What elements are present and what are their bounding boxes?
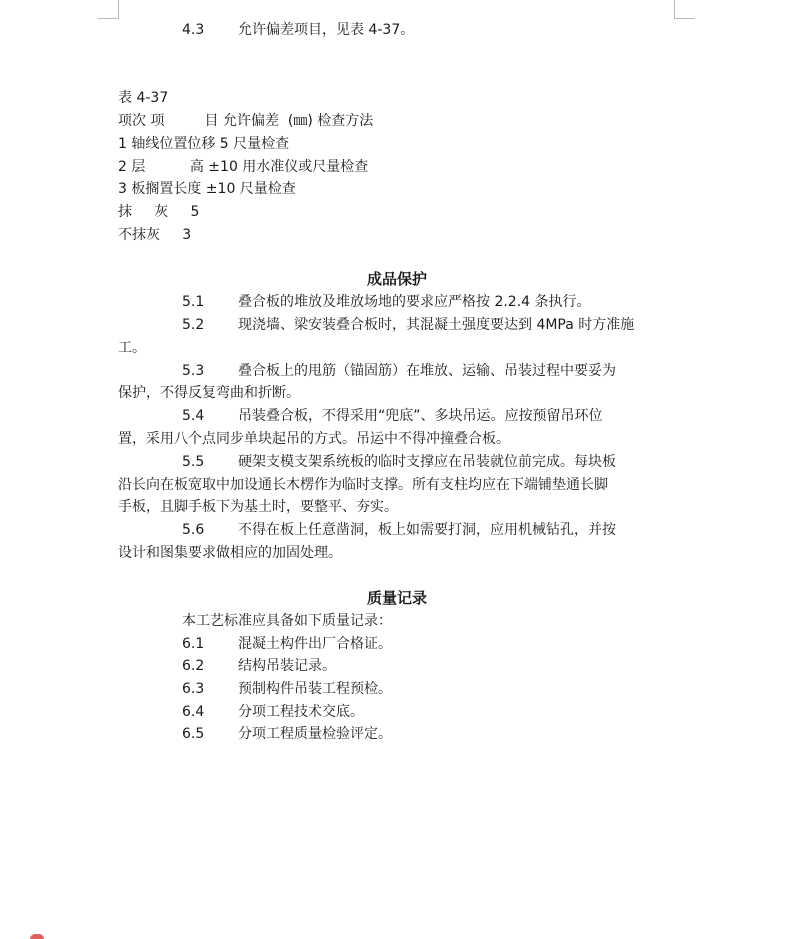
clause-5-5 (182, 452, 616, 472)
clause-number: 5.5 (182, 454, 205, 470)
list-item (182, 656, 336, 676)
clause-continuation: 手板，且脚手板下为基土时，要整平、夯实。 (118, 499, 398, 515)
clause-number: 4.3 (182, 22, 205, 38)
list-item (182, 724, 392, 744)
page-edge-marker (30, 934, 44, 939)
clause-number: 6.1 (182, 636, 205, 652)
clause-4-3 (182, 20, 414, 40)
clause-text: 硬架支模支架系统板的临时支撑应在吊装就位前完成。每块板 (238, 454, 616, 470)
clause-continuation: 置，采用八个点同步单块起吊的方式。吊运中不得冲撞叠合板。 (118, 431, 510, 447)
list-item (182, 634, 392, 654)
clause-number: 5.1 (182, 294, 205, 310)
clause-text: 预制构件吊装工程预检。 (238, 681, 392, 697)
clause-5-2 (182, 315, 634, 335)
table-row: 抹 灰 5 (118, 204, 200, 220)
list-item (182, 702, 364, 722)
clause-text: 结构吊装记录。 (238, 658, 336, 674)
page-corner-mark-left (98, 0, 119, 19)
page-corner-mark-right (674, 0, 695, 19)
section-heading-records: 质量记录 (366, 589, 427, 607)
clause-text: 分项工程质量检验评定。 (238, 726, 392, 742)
clause-text: 混凝土构件出厂合格证。 (238, 636, 392, 652)
clause-number: 5.3 (182, 363, 205, 379)
clause-5-3 (182, 361, 616, 381)
list-item (182, 679, 392, 699)
clause-number: 5.4 (182, 408, 205, 424)
table-header: 项次 项 目 允许偏差 (㎜) 检查方法 (118, 113, 374, 129)
clause-number: 6.3 (182, 681, 205, 697)
clause-number: 6.4 (182, 704, 205, 720)
clause-text: 分项工程技术交底。 (238, 704, 364, 720)
clause-5-1 (182, 292, 591, 312)
table-row: 3 板搁置长度 ±10 尺量检查 (118, 181, 296, 197)
table-row: 2 层 高 ±10 用水准仪或尺量检查 (118, 159, 369, 175)
records-intro: 本工艺标准应具备如下质量记录： (182, 613, 392, 629)
clause-text: 不得在板上任意凿洞，板上如需要打洞，应用机械钻孔，并按 (238, 522, 616, 538)
clause-text: 允许偏差项目，见表 4-37。 (238, 22, 415, 38)
table-row: 1 轴线位置位移 5 尺量检查 (118, 136, 290, 152)
clause-continuation: 设计和图集要求做相应的加固处理。 (118, 545, 342, 561)
clause-number: 6.5 (182, 726, 205, 742)
clause-text: 吊装叠合板，不得采用“兜底”、多块吊运。应按预留吊环位 (238, 408, 603, 424)
clause-text: 叠合板上的甩筋（锚固筋）在堆放、运输、吊装过程中要妥为 (238, 363, 616, 379)
clause-continuation: 工。 (118, 340, 146, 356)
table-title: 表 4-37 (118, 90, 169, 106)
clause-5-6 (182, 520, 616, 540)
clause-continuation: 沿长向在板宽取中加设通长木楞作为临时支撑。所有支柱均应在下端铺垫通长脚 (118, 477, 608, 493)
section-heading-protection: 成品保护 (366, 270, 427, 288)
table-row: 不抹灰 3 (118, 227, 192, 243)
clause-number: 5.2 (182, 317, 205, 333)
clause-text: 现浇墙、梁安装叠合板时，其混凝土强度要达到 4MPa 时方准施 (238, 317, 635, 333)
clause-text: 叠合板的堆放及堆放场地的要求应严格按 2.2.4 条执行。 (238, 294, 591, 310)
clause-number: 6.2 (182, 658, 205, 674)
clause-5-4 (182, 406, 603, 426)
clause-continuation: 保护，不得反复弯曲和折断。 (118, 385, 300, 401)
clause-number: 5.6 (182, 522, 205, 538)
